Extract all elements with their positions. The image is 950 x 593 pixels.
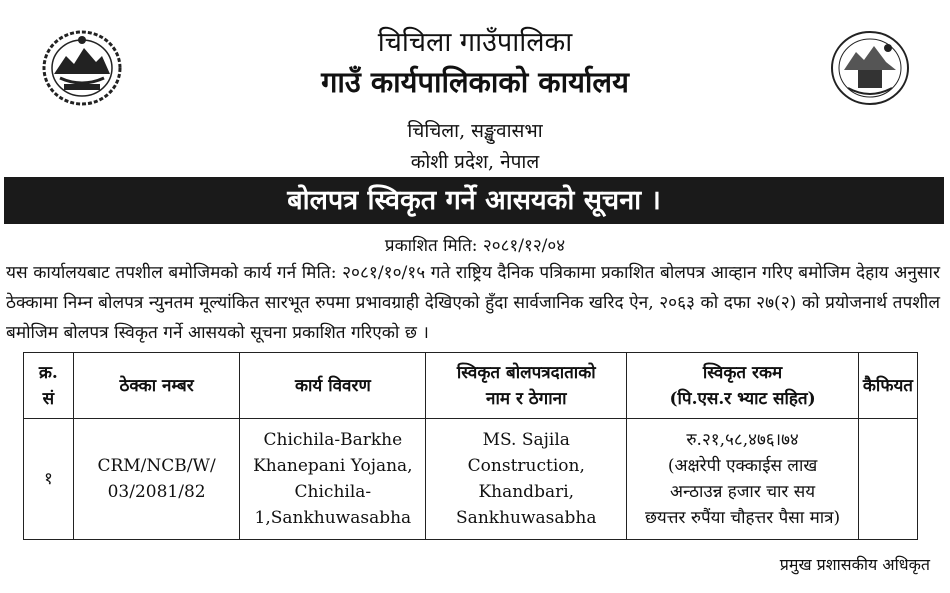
notice-title-banner: बोलपत्र स्विकृत गर्ने आसयको सूचना । [4, 177, 944, 224]
header-serial: क्र. सं [24, 353, 74, 419]
award-table [23, 352, 918, 540]
cell-bidder: MS. Sajila Construction, Khandbari, Sankhuwasabha [426, 419, 627, 540]
header-bidder: स्विकृत बोलपत्रदाताको नाम र ठेगाना [426, 353, 627, 419]
office-title: गाउँ कार्यपालिकाको कार्यालय [321, 65, 629, 99]
published-date: प्रकाशित मिति: २०८१/१२/०४ [384, 236, 566, 256]
header-amount: स्विकृत रकम (पि.एस.र भ्याट सहित) [627, 353, 859, 419]
cell-serial: १ [24, 419, 74, 540]
cell-description: Chichila-Barkhe Khanepani Yojana, Chichila- 1,Sankhuwasabha [240, 419, 426, 540]
address-line-2: कोशी प्रदेश, नेपाल [410, 151, 540, 173]
address-line-1: चिचिला, सङ्खुवासभा [407, 120, 543, 142]
notice-body: यस कार्यालयबाट तपशील बमोजिमको कार्य गर्न मिति: २०८१/१०/१५ गते राष्ट्रिय दैनिक पत्रिकामा प्रकाशित बोलपत्र आव्हान गरिए बमोजिम देहाय अनुसार ठेक्कामा निम्न बोलपत्र न्युनतम मूल्यांकित सारभूत रुपमा प्रभावग्राही देखिएको हुँदा सार्वजानिक खरिद ऐन, २०६३ को दफा २७(२) को प्रयोजनार्थ तपशील बमोजिम बोलपत्र स्विकृत गर्ने आसयको सूचना प्रकाशित गरिएको छ । [6, 263, 941, 343]
cell-amount: रु.२१,५८,४७६।७४ (अक्षरेपी एक्काईस लाख अन्ठाउन्न हजार चार सय छयत्तर रुपैंया चौहत्तर पैसा मात्र) [627, 419, 859, 540]
table-row [24, 419, 918, 540]
cell-contract-no: CRM/NCB/W/ 03/2081/82 [73, 419, 240, 540]
signature-designation: प्रमुख प्रशासकीय अधिकृत [779, 555, 930, 574]
cell-remarks [858, 419, 917, 540]
header-remarks: कैफियत [858, 353, 917, 419]
office-name: चिचिला गाउँपालिका [377, 27, 573, 58]
header-description: कार्य विवरण [240, 353, 426, 419]
table-header-row [24, 353, 918, 419]
header-contract-no: ठेक्का नम्बर [73, 353, 240, 419]
